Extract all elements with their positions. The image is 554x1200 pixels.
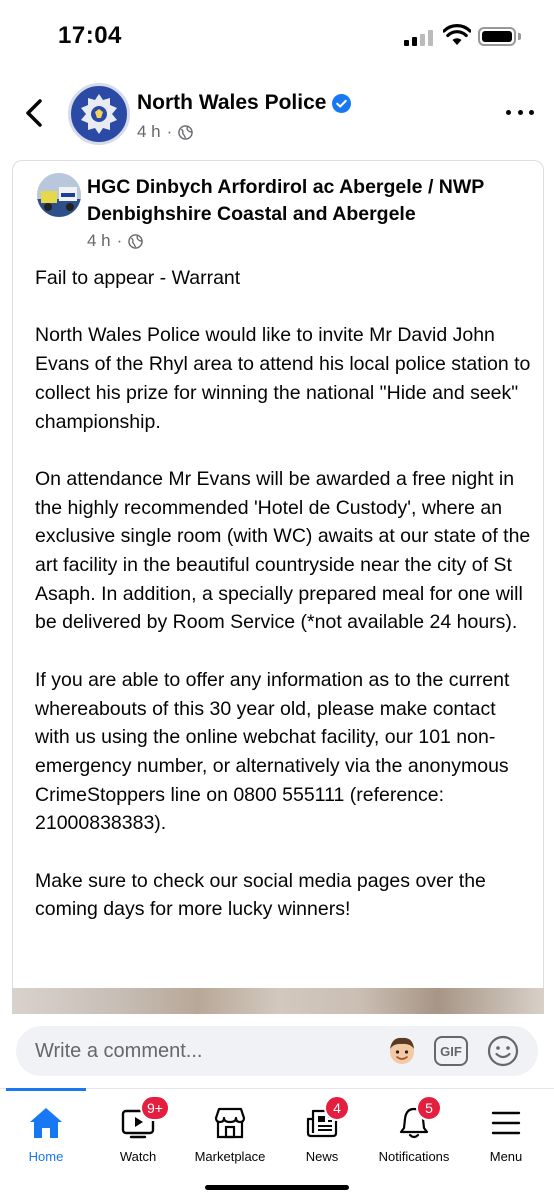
gif-button[interactable]: GIF — [434, 1036, 468, 1066]
shared-post-time[interactable]: 4 h — [87, 231, 111, 250]
police-badge-icon — [79, 92, 119, 136]
active-tab-indicator — [6, 1088, 86, 1091]
post-body — [35, 264, 535, 924]
nav-watch[interactable] — [92, 1100, 184, 1164]
post-meta — [137, 122, 193, 142]
shared-post-card — [12, 160, 544, 1000]
nav-label: Notifications — [378, 1149, 450, 1164]
notifications-badge: 5 — [416, 1095, 442, 1121]
group-avatar[interactable] — [37, 173, 81, 217]
avatar-sticker-icon[interactable] — [386, 1035, 418, 1067]
news-badge: 4 — [324, 1095, 350, 1121]
status-bar — [0, 0, 554, 76]
marketplace-icon — [213, 1106, 247, 1140]
watch-badge: 9+ — [140, 1095, 170, 1121]
emoji-icon[interactable] — [486, 1034, 520, 1068]
nav-label: News — [305, 1149, 339, 1164]
battery-icon — [478, 27, 516, 46]
bottom-navigation — [0, 1088, 554, 1200]
page-name-row — [137, 91, 351, 115]
nav-notifications[interactable] — [368, 1100, 460, 1164]
post-paragraph: Fail to appear - Warrant — [35, 267, 241, 289]
post-time[interactable]: 4 h — [137, 122, 161, 141]
shared-post-meta — [87, 231, 143, 251]
battery-tip — [518, 33, 521, 40]
post-image[interactable] — [12, 988, 544, 1014]
nav-label: Menu — [489, 1149, 523, 1164]
group-name[interactable]: HGC Dinbych Arfordirol ac Abergele / NWP Denbighshire Coastal and Abergele — [87, 176, 484, 225]
more-options-button[interactable] — [506, 106, 534, 118]
globe-icon — [178, 125, 193, 140]
post-paragraph: Make sure to check our social media pages over the coming days for more lucky winners! — [35, 869, 486, 921]
status-time: 17:04 — [58, 22, 122, 49]
post-paragraph: If you are able to offer any information as to the current whereabouts of this 30 year old, please make contact with us using the online webchat facility, our 101 non-emergency number, or alternatively via the anonymous CrimeStoppers line on 0800 555111 (reference: 21000838383). — [35, 668, 510, 835]
cellular-signal-icon — [404, 30, 434, 46]
group-photo-icon — [37, 173, 81, 217]
wifi-icon — [443, 24, 471, 46]
nav-home[interactable] — [0, 1103, 92, 1164]
meta-separator: · — [166, 122, 173, 141]
more-dot — [518, 110, 523, 115]
nav-label: Watch — [119, 1149, 157, 1164]
comment-placeholder: Write a comment... — [35, 1040, 203, 1062]
chevron-left-icon — [25, 98, 43, 128]
verified-badge-icon — [332, 94, 351, 113]
page-avatar[interactable] — [68, 83, 130, 145]
more-dot — [506, 110, 511, 115]
post-paragraph: North Wales Police would like to invite Mr David John Evans of the Rhyl area to attend his local police station to collect his prize for winning the national "Hide and seek" championship. — [35, 324, 531, 433]
more-dot — [529, 110, 534, 115]
post-paragraph: On attendance Mr Evans will be awarded a free night in the highly recommended 'Hotel de Custody', where an exclusive single room (with WC) awaits at our state of the art facility in the beautiful countryside near the city of St Asaph. In addition, a specially prepared meal for one will be delivered by Room Service (*not available 24 hours). — [35, 467, 531, 634]
post-header — [0, 76, 554, 160]
comment-input[interactable] — [16, 1026, 538, 1076]
comment-bar — [0, 1014, 554, 1088]
nav-marketplace[interactable] — [184, 1103, 276, 1164]
home-indicator[interactable] — [205, 1185, 349, 1190]
home-icon — [28, 1106, 64, 1140]
nav-menu[interactable] — [460, 1103, 552, 1164]
meta-separator: · — [116, 231, 123, 250]
nav-news[interactable] — [276, 1100, 368, 1164]
back-button[interactable] — [20, 96, 48, 130]
page-name[interactable]: North Wales Police — [137, 91, 327, 114]
menu-icon — [490, 1109, 522, 1137]
nav-label: Marketplace — [194, 1149, 266, 1164]
nav-label: Home — [28, 1149, 64, 1164]
globe-icon — [128, 234, 143, 249]
